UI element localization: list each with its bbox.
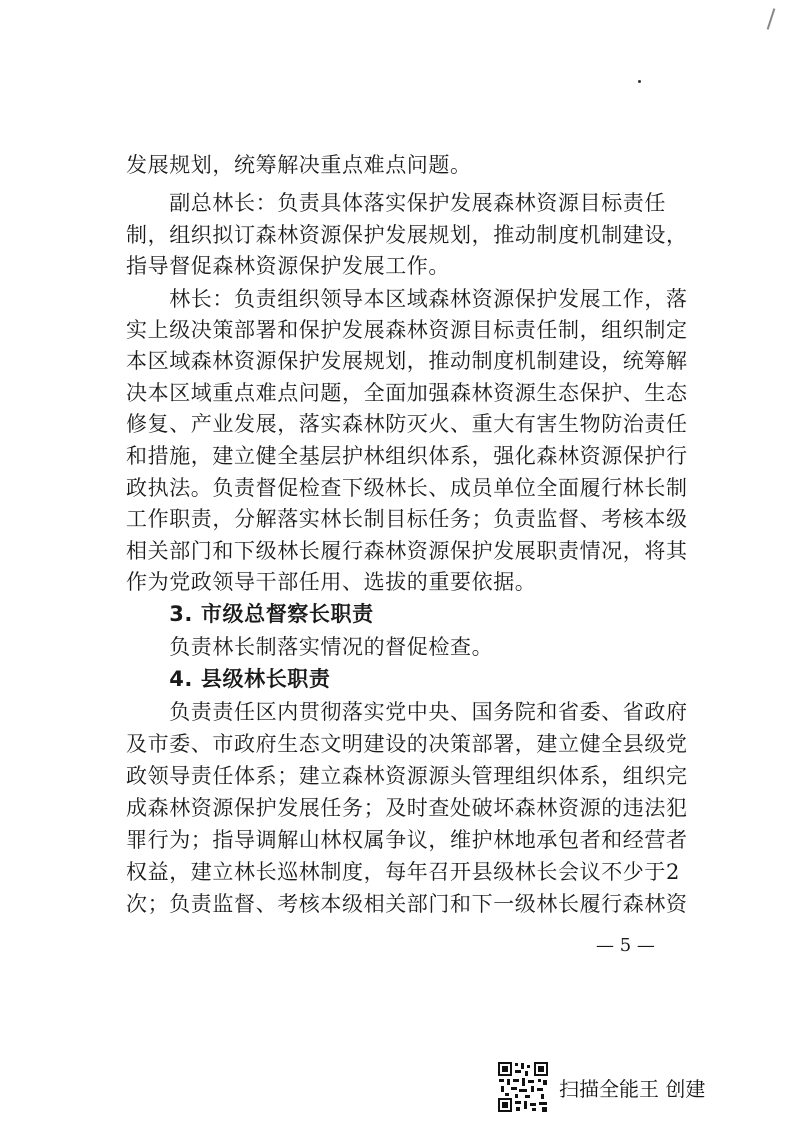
text-line: 指导督促森林资源保护发展工作。 — [126, 254, 450, 278]
page-number: — 5 — — [596, 935, 655, 956]
text-line: 政执法。负责督促检查下级林长、成员单位全面履行林长制 — [126, 476, 688, 500]
scanner-label: 扫描全能王 创建 — [559, 1077, 706, 1101]
section-heading: 3. 市级总督察长职责 — [126, 602, 374, 626]
text-line: 次；负责监督、考核本级相关部门和下一级林长履行森林资 — [126, 892, 688, 916]
text-line: 成森林资源保护发展任务；及时查处破坏森林资源的违法犯 — [126, 796, 688, 820]
text-line: 负责林长制落实情况的督促检查。 — [126, 635, 494, 659]
text-line: 作为党政领导干部任用、选拔的重要依据。 — [126, 570, 537, 594]
qr-code-icon — [497, 1061, 549, 1113]
text-line: 副总林长：负责具体落实保护发展森林资源目标责任 — [126, 191, 666, 215]
text-line: 权益，建立林长巡林制度，每年召开县级林长会议不少于2 — [126, 860, 680, 884]
text-line: 制，组织拟订森林资源保护发展规划，推动制度机制建设， — [126, 223, 688, 247]
text-line: 政领导责任体系；建立森林资源源头管理组织体系，组织完 — [126, 764, 688, 788]
text-line: 相关部门和下级林长履行森林资源保护发展职责情况，将其 — [126, 539, 688, 563]
scanner-watermark — [497, 1061, 707, 1116]
text-line: 发展规划，统筹解决重点难点问题。 — [126, 153, 472, 177]
text-line: 罪行为；指导调解山林权属争议，维护林地承包者和经营者 — [126, 828, 688, 852]
text-line: 修复、产业发展，落实森林防灭火、重大有害生物防治责任 — [126, 412, 688, 436]
section-heading: 4. 县级林长职责 — [126, 667, 331, 691]
text-line: 实上级决策部署和保护发展森林资源目标责任制，组织制定 — [126, 318, 688, 342]
text-line: 林长：负责组织领导本区域森林资源保护发展工作，落 — [126, 287, 688, 311]
text-line: 工作职责，分解落实林长制目标任务；负责监督、考核本级 — [126, 507, 688, 531]
text-line: 本区域森林资源保护发展规划，推动制度机制建设，统筹解 — [126, 349, 688, 373]
text-line: 及市委、市政府生态文明建设的决策部署，建立健全县级党 — [126, 732, 688, 756]
scan-speck — [638, 80, 641, 83]
text-line: 和措施，建立健全基层护林组织体系，强化森林资源保护行 — [126, 444, 688, 468]
text-line: 负责责任区内贯彻落实党中央、国务院和省委、省政府 — [126, 700, 688, 724]
scan-edge-mark — [767, 8, 776, 30]
text-line: 决本区域重点难点问题，全面加强森林资源生态保护、生态 — [126, 381, 688, 405]
